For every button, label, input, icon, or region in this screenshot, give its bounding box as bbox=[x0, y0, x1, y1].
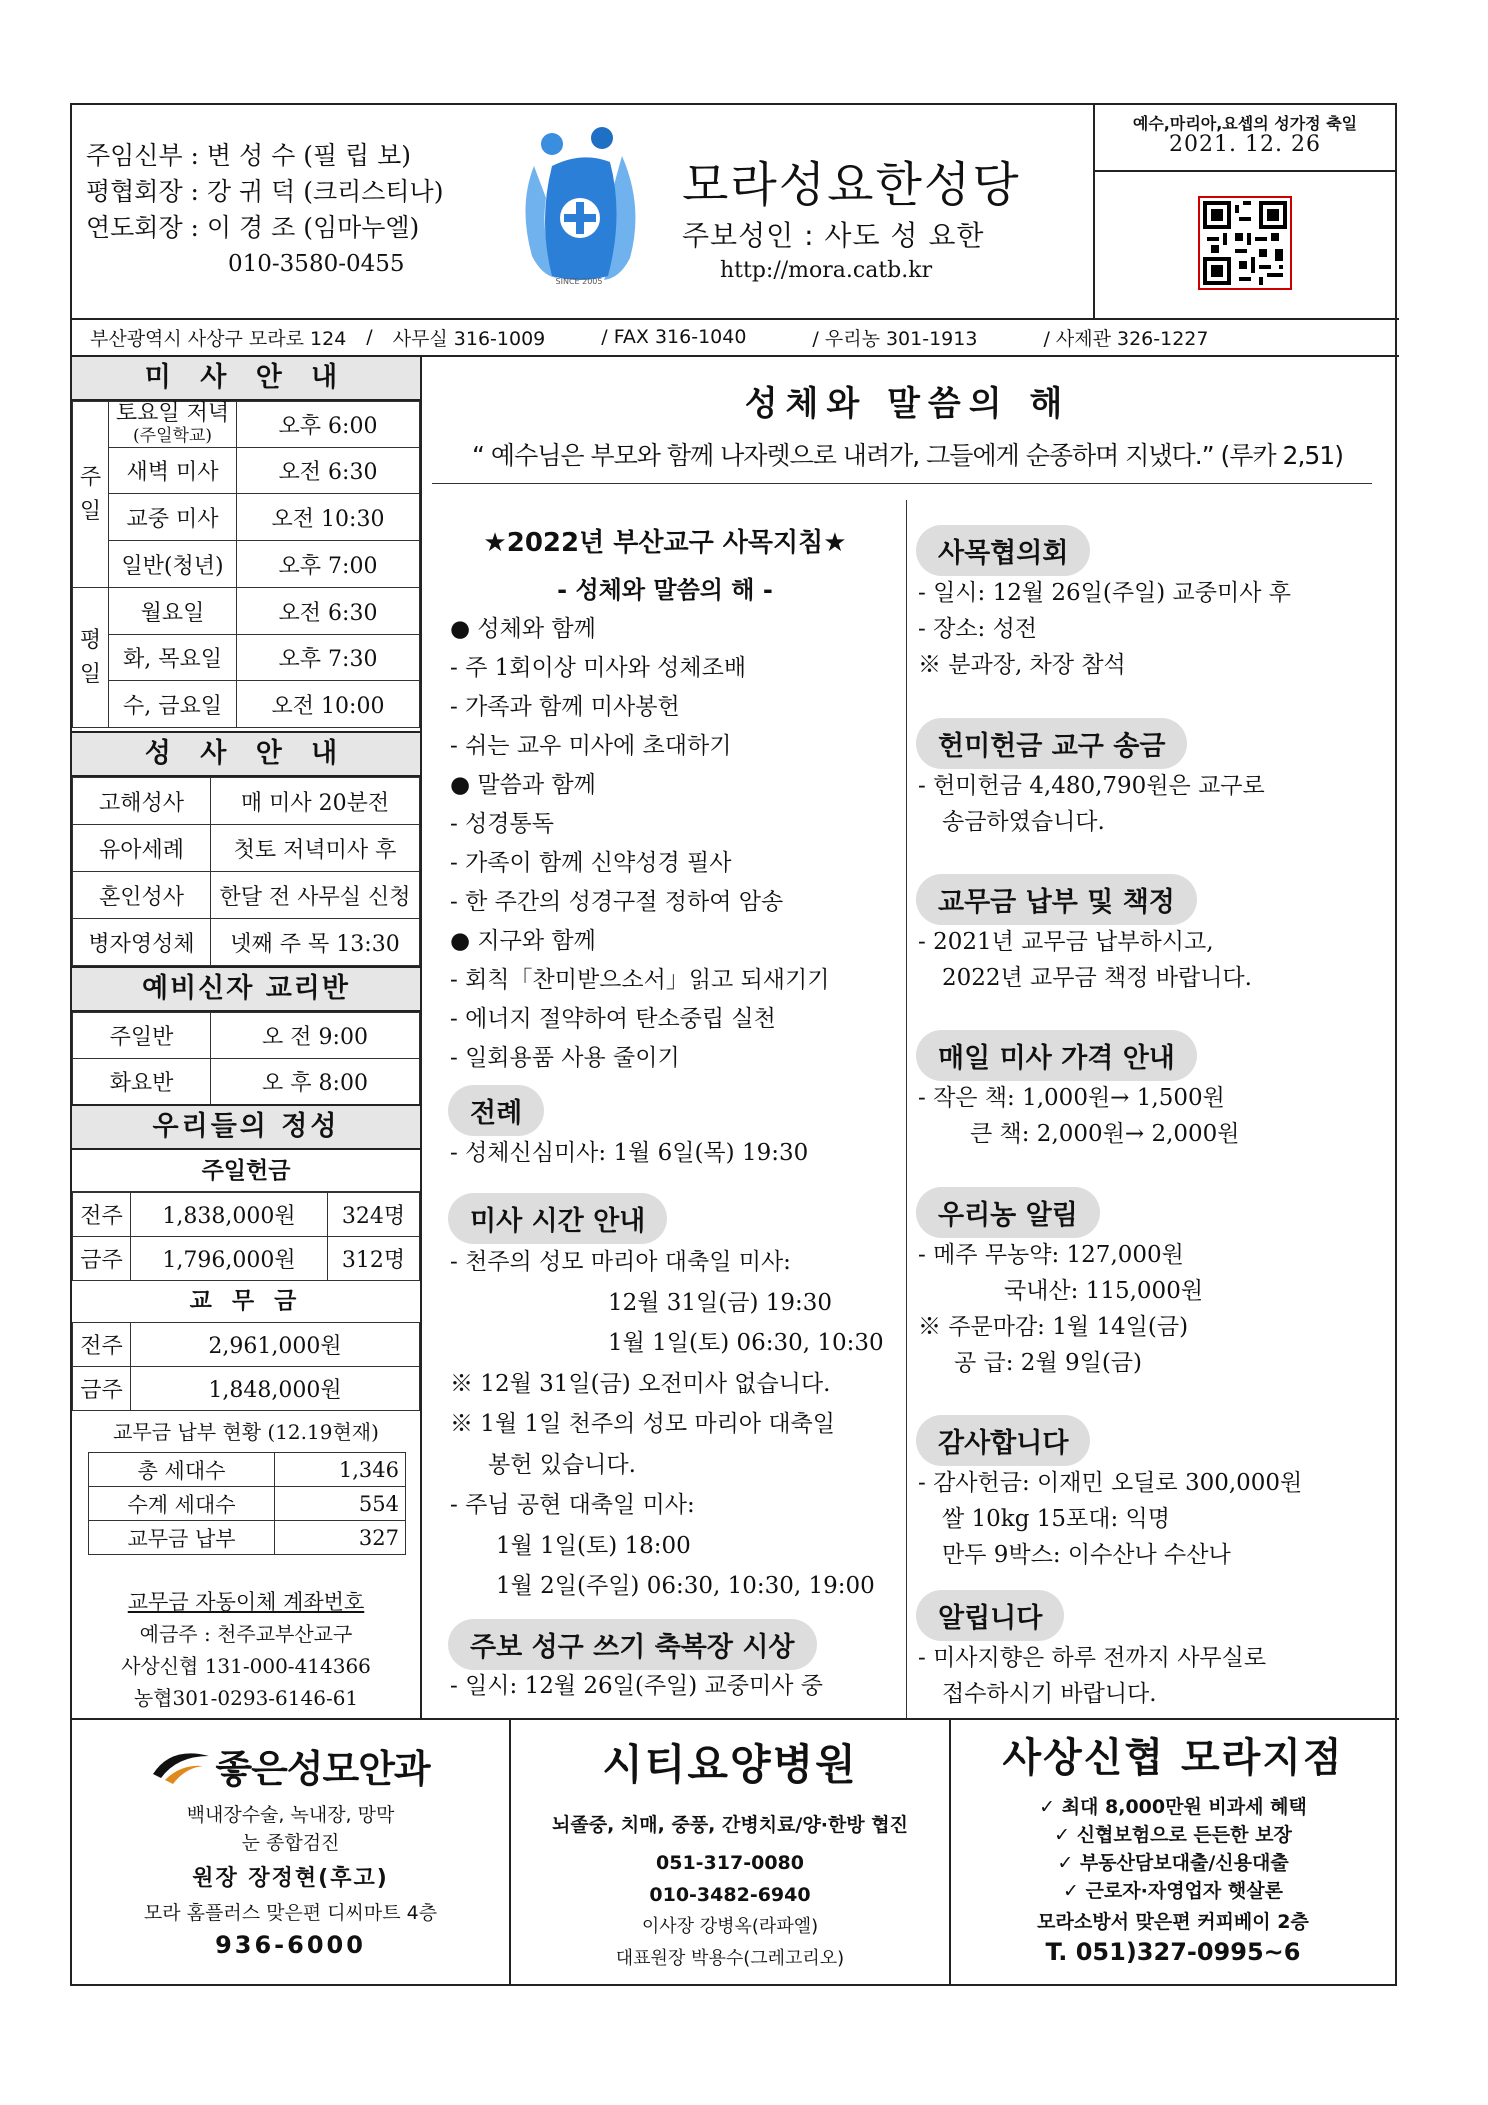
sunday-offering-table bbox=[72, 1192, 420, 1281]
council-line: - 일시: 12월 26일(주일) 교중미사 후 bbox=[918, 580, 1291, 606]
farm-line: - 메주 무농약: 127,000원 bbox=[918, 1242, 1184, 1268]
sacrament-table bbox=[72, 777, 420, 966]
thanks-line: 쌀 10kg 15포대: 익명 bbox=[942, 1506, 1170, 1532]
eye-clinic-services bbox=[72, 1801, 509, 1857]
offering-week: 전주 bbox=[73, 1193, 131, 1237]
bank-address: 모라소방서 맞은편 커피베이 2층 bbox=[1037, 1911, 1309, 1933]
council-line: - 장소: 성전 bbox=[918, 616, 1038, 642]
address: 부산광역시 사상구 모라로 124 bbox=[90, 327, 347, 350]
price-heading: 매일 미사 가격 안내 bbox=[916, 1030, 1197, 1081]
status-value: 554 bbox=[275, 1487, 406, 1521]
qr-code-icon[interactable] bbox=[1198, 196, 1292, 290]
eye-service-line: 백내장수술, 녹내장, 망막 bbox=[186, 1804, 395, 1826]
hospital-phones bbox=[511, 1847, 949, 1911]
class-name: 주일반 bbox=[73, 1013, 211, 1059]
mass-title: 미 사 안 내 bbox=[72, 355, 420, 401]
mass-time-line: 12월 31일(금) 19:30 bbox=[608, 1289, 833, 1316]
donation-line: 송금하였습니다. bbox=[942, 809, 1105, 835]
writing-line: - 일시: 12월 26일(주일) 교중미사 중 bbox=[450, 1673, 823, 1699]
address-bar bbox=[72, 320, 1395, 354]
pastoral-line: - 쉬는 교우 미사에 초대하기 bbox=[450, 733, 732, 759]
farm-line: ※ 주문마감: 1월 14일(금) bbox=[918, 1314, 1189, 1340]
sacrament-value: 첫토 저녁미사 후 bbox=[211, 825, 420, 872]
mass-time-line: 1월 1일(토) 18:00 bbox=[496, 1532, 691, 1559]
dues-notice-line: 2022년 교무금 책정 바랍니다. bbox=[942, 965, 1252, 991]
pastor-line: 주임신부 : 변 성 수 (필 립 보) bbox=[86, 141, 412, 170]
eye-clinic-ad bbox=[72, 1718, 509, 1984]
mass-time: 오후 7:30 bbox=[237, 635, 420, 681]
fax-number: / FAX 316-1040 bbox=[601, 326, 747, 348]
eye-clinic-director: 원장 장정현(후고) bbox=[192, 1866, 389, 1891]
sacrament-value: 넷째 주 목 13:30 bbox=[211, 919, 420, 966]
bank-benefits bbox=[951, 1793, 1395, 1905]
church-logo bbox=[512, 126, 647, 286]
council-meeting-text bbox=[918, 575, 1291, 683]
offering-count: 324명 bbox=[328, 1193, 420, 1237]
notice-line: 접수하시기 바랍니다. bbox=[942, 1681, 1157, 1707]
bank-phone: T. 051)327-0995~6 bbox=[1045, 1938, 1301, 1966]
mass-name: 일반(청년) bbox=[109, 541, 237, 588]
date-divider bbox=[1093, 170, 1397, 172]
sacrament-value: 한달 전 사무실 신청 bbox=[211, 872, 420, 919]
mass-name: 새벽 미사 bbox=[109, 448, 237, 494]
bank-benefit: ✓ 근로자·자영업자 햇살론 bbox=[1063, 1880, 1283, 1902]
account-holder: 예금주 : 천주교부산교구 bbox=[139, 1622, 353, 1646]
thanks-heading: 감사합니다 bbox=[916, 1415, 1090, 1466]
pastoral-line: - 에너지 절약하여 탄소중립 실천 bbox=[450, 1006, 776, 1032]
thanks-line: - 감사헌금: 이재민 오딜로 300,000원 bbox=[918, 1470, 1303, 1496]
hospital-person: 대표원장 박용수(그레고리오) bbox=[615, 1948, 845, 1969]
mass-time-heading: 미사 시간 안내 bbox=[448, 1193, 667, 1244]
mass-time: 오전 6:30 bbox=[237, 588, 420, 635]
writing-heading: 주보 성구 쓰기 축복장 시상 bbox=[448, 1619, 817, 1670]
status-value: 1,346 bbox=[275, 1453, 406, 1487]
dues-title: 교 무 금 bbox=[189, 1288, 303, 1314]
hospital-phone: 010-3482-6940 bbox=[649, 1884, 811, 1906]
offering-count: 312명 bbox=[328, 1237, 420, 1281]
district-line: 연도회장 : 이 경 조 (임마누엘) bbox=[86, 213, 420, 242]
weekday-label: 평일 bbox=[73, 588, 109, 728]
left-column-divider bbox=[420, 355, 422, 1718]
council-meeting-heading: 사목협의회 bbox=[916, 525, 1090, 576]
status-name: 교무금 납부 bbox=[89, 1521, 275, 1555]
mass-time-line: ※ 1월 1일 천주의 성모 마리아 대축일 bbox=[450, 1411, 835, 1437]
mass-time-line: 1월 1일(토) 06:30, 10:30 bbox=[608, 1330, 884, 1356]
title-divider bbox=[432, 483, 1372, 484]
donation-text bbox=[918, 768, 1265, 840]
eye-clinic-address: 모라 홈플러스 맞은편 디씨마트 4층 bbox=[143, 1902, 438, 1924]
pastoral-line: ● 성체와 함께 bbox=[450, 616, 596, 642]
pastoral-line: - 일회용품 사용 줄이기 bbox=[450, 1045, 680, 1071]
bank-benefit: ✓ 부동산담보대출/신용대출 bbox=[1057, 1852, 1289, 1874]
bank-benefit: ✓ 신협보험으로 든든한 보장 bbox=[1054, 1824, 1292, 1846]
office-phone: 사무실 316-1009 bbox=[392, 327, 546, 350]
mass-time: 오전 6:30 bbox=[237, 448, 420, 494]
pastoral-line: - 한 주간의 성경구절 정하여 암송 bbox=[450, 889, 784, 915]
eye-service-line: 눈 종합검진 bbox=[241, 1832, 340, 1854]
sacrament-name: 유아세례 bbox=[73, 825, 211, 872]
catechumen-table bbox=[72, 1012, 420, 1105]
rectory-phone: / 사제관 326-1227 bbox=[1043, 327, 1209, 350]
pastoral-line: - 가족과 함께 미사봉헌 bbox=[450, 694, 680, 720]
pastoral-line: ● 지구와 함께 bbox=[450, 928, 596, 954]
hospital-phone: 051-317-0080 bbox=[656, 1852, 804, 1874]
hospital-ad bbox=[511, 1718, 949, 1984]
dues-week: 금주 bbox=[73, 1367, 131, 1411]
council-line: 평협회장 : 강 귀 덕 (크리스티나) bbox=[86, 177, 444, 206]
farm-line: 국내산: 115,000원 bbox=[1004, 1278, 1204, 1304]
offering-week: 금주 bbox=[73, 1237, 131, 1281]
hospital-people bbox=[511, 1911, 949, 1975]
dues-status-table bbox=[88, 1452, 406, 1555]
contact-phone: 010-3580-0455 bbox=[228, 251, 405, 277]
logo-since: SINCE 2005 bbox=[555, 277, 603, 286]
class-name: 화요반 bbox=[73, 1059, 211, 1105]
middle-column-divider bbox=[906, 500, 907, 1718]
status-name: 총 세대수 bbox=[89, 1453, 275, 1487]
farm-phone: / 우리농 301-1913 bbox=[812, 327, 978, 350]
mass-name: 월요일 bbox=[109, 588, 237, 635]
hospital-name: 시티요양병원 bbox=[602, 1740, 858, 1789]
eye-logo-icon bbox=[151, 1746, 213, 1786]
thanks-text bbox=[918, 1465, 1302, 1573]
mass-table bbox=[72, 401, 420, 728]
account-number-2: 농협301-0293-6146-61 bbox=[133, 1686, 359, 1710]
pastoral-list bbox=[450, 610, 829, 1078]
main-title: 성체와 말씀의 해 bbox=[744, 384, 1071, 424]
price-text bbox=[918, 1080, 1240, 1152]
account-number-1: 사상신협 131-000-414366 bbox=[121, 1654, 371, 1678]
pastoral-line: ● 말씀과 함께 bbox=[450, 772, 596, 798]
donation-heading: 헌미헌금 교구 송금 bbox=[916, 718, 1187, 769]
dues-status-title: 교무금 납부 현황 (12.19현재) bbox=[113, 1420, 379, 1444]
dues-amount: 2,961,000원 bbox=[131, 1323, 420, 1367]
price-line: - 작은 책: 1,000원→ 1,500원 bbox=[918, 1085, 1225, 1111]
writing-text bbox=[450, 1667, 823, 1706]
council-line: ※ 분과장, 차장 참석 bbox=[918, 652, 1126, 678]
mass-name: 토요일 저녁 bbox=[115, 400, 230, 426]
notice-text bbox=[918, 1640, 1266, 1712]
pastoral-line: - 가족이 함께 신약성경 필사 bbox=[450, 850, 732, 876]
dues-notice-heading: 교무금 납부 및 책정 bbox=[916, 874, 1197, 925]
bank-ad bbox=[951, 1718, 1395, 1984]
mass-time-text bbox=[450, 1242, 884, 1607]
mass-time-line: - 천주의 성모 마리아 대축일 미사: bbox=[450, 1249, 791, 1275]
mass-time: 오전 10:00 bbox=[237, 681, 420, 728]
sacrament-value: 매 미사 20분전 bbox=[211, 778, 420, 825]
pastoral-title: ★2022년 부산교구 사목지침★ bbox=[483, 528, 847, 558]
class-time: 오 후 8:00 bbox=[211, 1059, 420, 1105]
farm-heading: 우리농 알림 bbox=[916, 1187, 1100, 1238]
sacrament-name: 고해성사 bbox=[73, 778, 211, 825]
farm-text bbox=[918, 1237, 1203, 1381]
hospital-desc: 뇌졸중, 치매, 중풍, 간병치료/양·한방 협진 bbox=[552, 1814, 908, 1836]
dues-table bbox=[72, 1322, 420, 1411]
sacrament-title: 성 사 안 내 bbox=[72, 731, 420, 777]
sunday-offering-title: 주일헌금 bbox=[72, 1150, 420, 1192]
class-time: 오 전 9:00 bbox=[211, 1013, 420, 1059]
sacrament-name: 병자영성체 bbox=[73, 919, 211, 966]
offering-amount: 1,796,000원 bbox=[131, 1237, 328, 1281]
clergy-info bbox=[86, 138, 443, 282]
mass-time: 오후 7:00 bbox=[237, 541, 420, 588]
bulletin-date: 2021. 12. 26 bbox=[1169, 132, 1321, 157]
mass-time-line: ※ 12월 31일(금) 오전미사 없습니다. bbox=[450, 1370, 831, 1397]
mass-name: 화, 목요일 bbox=[109, 635, 237, 681]
bank-benefit: ✓ 최대 8,000만원 비과세 혜택 bbox=[1039, 1796, 1307, 1818]
church-name: 모라성요한성당 bbox=[682, 157, 1021, 213]
status-value: 327 bbox=[275, 1521, 406, 1555]
offering-amount: 1,838,000원 bbox=[131, 1193, 328, 1237]
eye-clinic-name: 좋은성모안과 bbox=[215, 1747, 430, 1791]
mass-time: 오후 6:00 bbox=[237, 402, 420, 448]
dues-amount: 1,848,000원 bbox=[131, 1367, 420, 1411]
liturgy-heading: 전례 bbox=[448, 1085, 544, 1136]
mass-time-line: - 주님 공현 대축일 미사: bbox=[450, 1492, 695, 1518]
dues-week: 전주 bbox=[73, 1323, 131, 1367]
account-info bbox=[72, 1618, 420, 1714]
feast-name: 예수,마리아,요셉의 성가정 축일 bbox=[1132, 114, 1358, 133]
sacrament-name: 혼인성사 bbox=[73, 872, 211, 919]
liturgy-line: - 성체신심미사: 1월 6일(목) 19:30 bbox=[450, 1140, 809, 1166]
dues-notice-line: - 2021년 교무금 납부하시고, bbox=[918, 929, 1214, 955]
catechumen-title: 예비신자 교리반 bbox=[72, 966, 420, 1012]
liturgy-text bbox=[450, 1134, 808, 1173]
thanks-line: 만두 9박스: 이수산나 수산나 bbox=[942, 1542, 1231, 1568]
mass-name: 교중 미사 bbox=[109, 494, 237, 541]
mass-name: 수, 금요일 bbox=[109, 681, 237, 728]
mass-time-line: 봉헌 있습니다. bbox=[488, 1451, 636, 1478]
mass-time: 오전 10:30 bbox=[237, 494, 420, 541]
mass-sub: (주일학교) bbox=[133, 425, 212, 446]
eye-clinic-phone: 936-6000 bbox=[215, 1931, 366, 1959]
pastoral-line: - 주 1회이상 미사와 성체조배 bbox=[450, 655, 747, 681]
pastoral-line: - 성경통독 bbox=[450, 811, 554, 837]
sunday-label: 주일 bbox=[73, 402, 109, 588]
mass-time-line: 1월 2일(주일) 06:30, 10:30, 19:00 bbox=[496, 1573, 875, 1599]
notice-line: - 미사지향은 하루 전까지 사무실로 bbox=[918, 1645, 1267, 1671]
account-title: 교무금 자동이체 계좌번호 bbox=[127, 1590, 365, 1614]
scripture-quote: “ 예수님은 부모와 함께 나자렛으로 내려가, 그들에게 순종하며 지냈다.” (루카 2,51) bbox=[472, 441, 1343, 470]
pastoral-subtitle: - 성체와 말씀의 해 - bbox=[557, 576, 773, 604]
price-line: 큰 책: 2,000원→ 2,000원 bbox=[970, 1121, 1240, 1147]
bank-name: 사상신협 모라지점 bbox=[1002, 1735, 1344, 1781]
donation-line: - 헌미헌금 4,480,790원은 교구로 bbox=[918, 773, 1265, 799]
hospital-person: 이사장 강병옥(라파엘) bbox=[641, 1916, 819, 1937]
offering-title: 우리들의 정성 bbox=[72, 1104, 420, 1150]
pastoral-line: - 회칙「찬미받으소서」읽고 되새기기 bbox=[450, 967, 830, 993]
notice-heading: 알립니다 bbox=[916, 1590, 1064, 1641]
dues-notice-text bbox=[918, 924, 1252, 996]
website-link[interactable]: http://mora.catb.kr bbox=[720, 258, 933, 283]
separator: / bbox=[366, 326, 373, 348]
farm-line: 공 급: 2월 9일(금) bbox=[954, 1350, 1142, 1376]
status-name: 수계 세대수 bbox=[89, 1487, 275, 1521]
patron-saint: 주보성인 : 사도 성 요한 bbox=[682, 219, 985, 252]
